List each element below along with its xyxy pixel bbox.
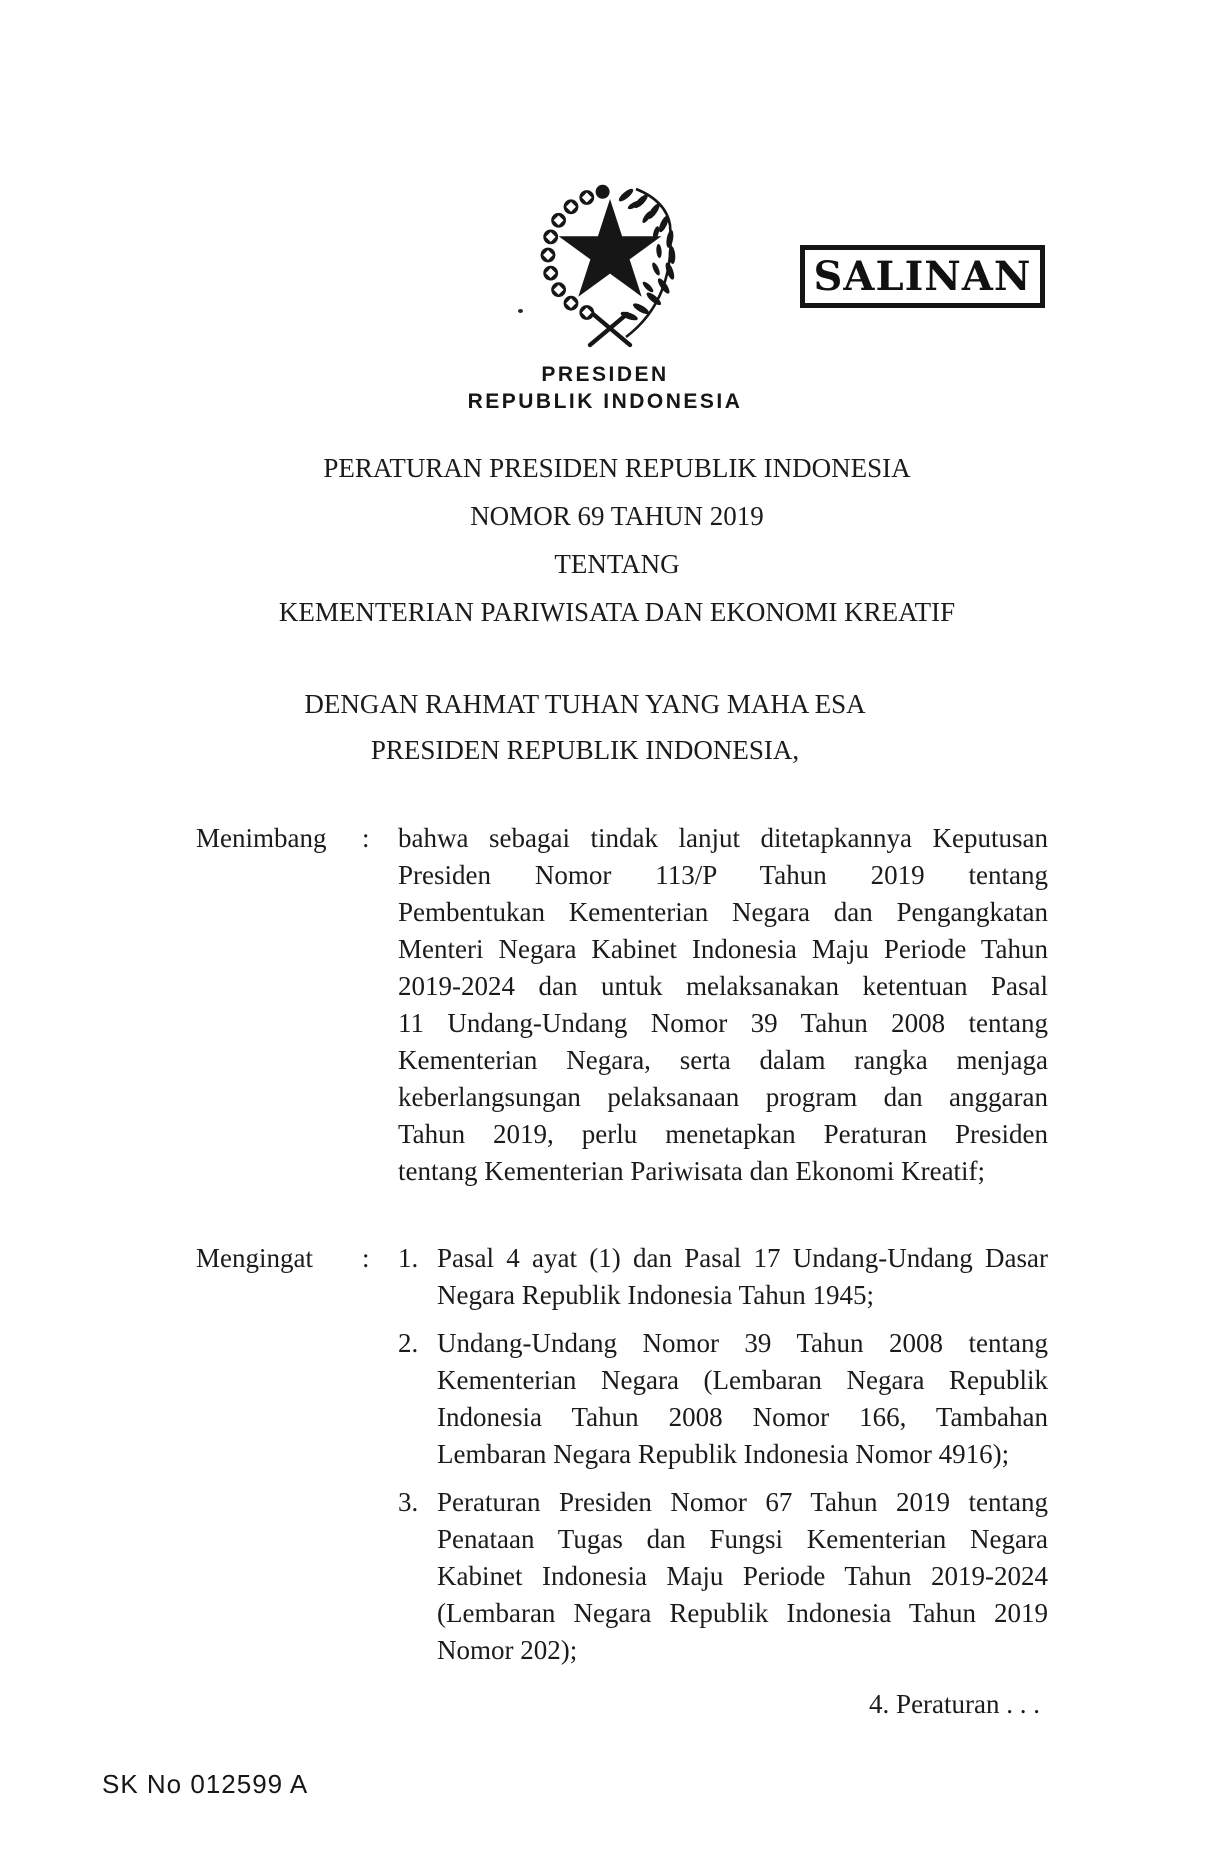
menimbang-line: 2019-2024 dan untuk melaksanakan ketentuan Pasal bbox=[398, 971, 1048, 1001]
title-line-subject: KEMENTERIAN PARIWISATA DAN EKONOMI KREATIF bbox=[278, 597, 956, 627]
mengingat-line: Kabinet Indonesia Maju Periode Tahun 2019-2024 bbox=[437, 1561, 1048, 1591]
regulation-title bbox=[242, 444, 992, 636]
menimbang-line: keberlangsungan pelaksanaan program dan anggaran bbox=[398, 1082, 1048, 1112]
menimbang-line: Pembentukan Kementerian Negara dan Pengangkatan bbox=[398, 897, 1048, 927]
scan-speck bbox=[518, 309, 523, 313]
item-number: 3. bbox=[398, 1487, 419, 1517]
mengingat-line: Negara Republik Indonesia Tahun 1945; bbox=[437, 1280, 875, 1310]
preamble bbox=[235, 681, 935, 773]
mengingat-line: Penataan Tugas dan Fungsi Kementerian Negara bbox=[437, 1524, 1048, 1554]
mengingat-line: Nomor 202); bbox=[437, 1635, 578, 1665]
menimbang-line: Presiden Nomor 113/P Tahun 2019 tentang bbox=[398, 860, 1048, 890]
sk-number: SK No 012599 A bbox=[102, 1769, 309, 1799]
mengingat-section bbox=[0, 1240, 1219, 1669]
preamble-line-2: PRESIDEN REPUBLIK INDONESIA, bbox=[370, 735, 800, 765]
mengingat-item-3 bbox=[398, 1484, 1048, 1669]
menimbang-colon: : bbox=[362, 823, 370, 853]
menimbang-section bbox=[0, 820, 1219, 1190]
wreath-stems bbox=[590, 314, 630, 345]
mengingat-line: Lembaran Negara Republik Indonesia Nomor 4916); bbox=[437, 1439, 1010, 1469]
title-line-1: PERATURAN PRESIDEN REPUBLIK INDONESIA bbox=[323, 453, 911, 483]
star-icon bbox=[559, 199, 662, 297]
letterhead-line-republik-indonesia: REPUBLIK INDONESIA bbox=[467, 389, 743, 413]
menimbang-line: tentang Kementerian Pariwisata dan Ekonomi Kreatif; bbox=[398, 1156, 986, 1186]
letterhead bbox=[405, 362, 805, 415]
mengingat-label: Mengingat bbox=[196, 1243, 313, 1273]
menimbang-label: Menimbang bbox=[196, 823, 327, 853]
menimbang-line: Menteri Negara Kabinet Indonesia Maju Periode Tahun bbox=[398, 934, 1048, 964]
mengingat-list bbox=[398, 1240, 1048, 1669]
item-number: 1. bbox=[398, 1243, 419, 1273]
mengingat-line: (Lembaran Negara Republik Indonesia Tahun 2019 bbox=[437, 1598, 1048, 1628]
menimbang-line: Kementerian Negara, serta dalam rangka menjaga bbox=[398, 1045, 1048, 1075]
letterhead-line-presiden: PRESIDEN bbox=[541, 363, 669, 386]
salinan-stamp-label: SALINAN bbox=[813, 253, 1032, 300]
menimbang-line: 11 Undang-Undang Nomor 39 Tahun 2008 tentang bbox=[398, 1008, 1048, 1038]
salinan-stamp bbox=[800, 245, 1045, 308]
presidential-emblem-icon bbox=[530, 177, 690, 349]
mengingat-item-2 bbox=[398, 1325, 1048, 1473]
menimbang-line: Tahun 2019, perlu menetapkan Peraturan Presiden bbox=[398, 1119, 1048, 1149]
title-line-tentang: TENTANG bbox=[554, 549, 680, 579]
mengingat-line: Peraturan Presiden Nomor 67 Tahun 2019 tentang bbox=[437, 1487, 1048, 1517]
mengingat-colon: : bbox=[362, 1243, 370, 1273]
mengingat-line: Undang-Undang Nomor 39 Tahun 2008 tentang bbox=[437, 1328, 1048, 1358]
item-number: 2. bbox=[398, 1328, 419, 1358]
catchword: 4. Peraturan . . . bbox=[869, 1689, 1040, 1719]
mengingat-item-1 bbox=[398, 1240, 1048, 1314]
menimbang-paragraph bbox=[398, 820, 1048, 1190]
mengingat-line: Kementerian Negara (Lembaran Negara Republik bbox=[437, 1365, 1048, 1395]
mengingat-line: Indonesia Tahun 2008 Nomor 166, Tambahan bbox=[437, 1402, 1048, 1432]
mengingat-line: Pasal 4 ayat (1) dan Pasal 17 Undang-Undang Dasar bbox=[437, 1243, 1048, 1273]
preamble-line-1: DENGAN RAHMAT TUHAN YANG MAHA ESA bbox=[304, 689, 866, 719]
title-line-number: NOMOR 69 TAHUN 2019 bbox=[470, 501, 764, 531]
menimbang-line: bahwa sebagai tindak lanjut ditetapkannya Keputusan bbox=[398, 823, 1048, 853]
